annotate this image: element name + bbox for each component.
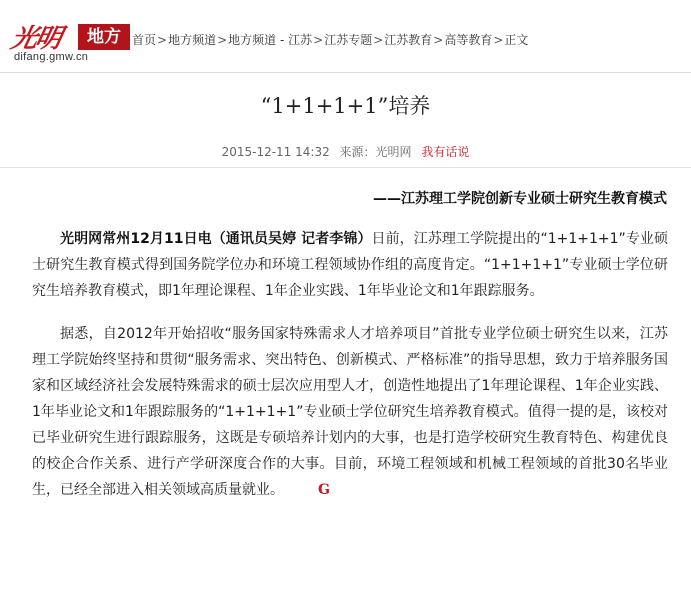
article-title: “1+1+1+1”培养	[260, 94, 431, 118]
breadcrumb-home[interactable]: 首页	[132, 33, 157, 47]
breadcrumb-separator: >	[313, 33, 324, 47]
comment-link[interactable]: 我有话说	[421, 145, 470, 159]
breadcrumb-separator: >	[373, 33, 384, 47]
breadcrumb-separator: >	[433, 33, 444, 47]
gmw-end-icon: G	[318, 482, 330, 498]
publish-date: 2015-12-11 14:32	[221, 145, 330, 159]
breadcrumb-separator: >	[157, 33, 168, 47]
paragraph-2-text: 据悉，自2012年开始招收“服务国家特殊需求人才培养项目”首批专业学位硕士研究生以来，江苏理工学院始终坚持和贯彻“服务需求、突出特色、创新模式、严格标准”的指导思想，致力于培养服务国家和区域经济社会发展特殊需求的硕士层次应用型人才，创造性地提出了1年理论课程、1年企业实践、1年毕业论文和1年跟踪服务的“1+1+1+1”专业硕士学位研究生培养教育模式。值得一提的是，该校对已毕业研究生进行跟踪服务，这既是专硕培养计划内的大事，也是打造学校研究生教育特色、构建优良的校企合作关系、进行产学研深度合作的大事。目前，环境工程领域和机械工程领域的首批30名毕业生，已经全部进入相关领域高质量就业。	[32, 326, 668, 498]
paragraph-1	[32, 226, 668, 304]
breadcrumb-separator: >	[217, 33, 228, 47]
breadcrumb-jiangsu-topics[interactable]: 江苏专题	[324, 33, 373, 47]
site-logo[interactable]	[8, 20, 132, 66]
article-subtitle: ——江苏理工学院创新专业硕士研究生教育模式	[373, 191, 667, 207]
logo-section-badge: 地方	[78, 24, 130, 50]
article-body	[32, 226, 668, 520]
article-meta	[0, 143, 691, 160]
article-source: 来源：光明网	[339, 145, 412, 159]
breadcrumb	[132, 31, 528, 48]
paragraph-2	[32, 321, 668, 503]
breadcrumb-local-channel[interactable]: 地方频道	[168, 33, 217, 47]
site-header	[0, 0, 691, 70]
breadcrumb-higher-education[interactable]: 高等教育	[444, 33, 493, 47]
logo-script-text: 光明	[8, 24, 63, 54]
meta-divider	[0, 167, 691, 168]
breadcrumb-jiangsu[interactable]: 地方频道 - 江苏	[228, 33, 313, 47]
logo-url: difang.gmw.cn	[14, 51, 89, 63]
paragraph-1-text: 日前，江苏理工学院提出的“1+1+1+1”专业硕士研究生教育模式得到国务院学位办和环境工程领域协作组的高度肯定。“1+1+1+1”专业硕士学位研究生培养教育模式，即1年理论课程、1年企业实践、1年毕业论文和1年跟踪服务。	[32, 231, 669, 299]
breadcrumb-jiangsu-education[interactable]: 江苏教育	[384, 33, 433, 47]
breadcrumb-current: 正文	[504, 33, 529, 47]
breadcrumb-separator: >	[493, 33, 504, 47]
dateline: 光明网常州12月11日电（通讯员吴婷 记者李锦）	[60, 231, 372, 247]
header-divider	[0, 72, 691, 73]
